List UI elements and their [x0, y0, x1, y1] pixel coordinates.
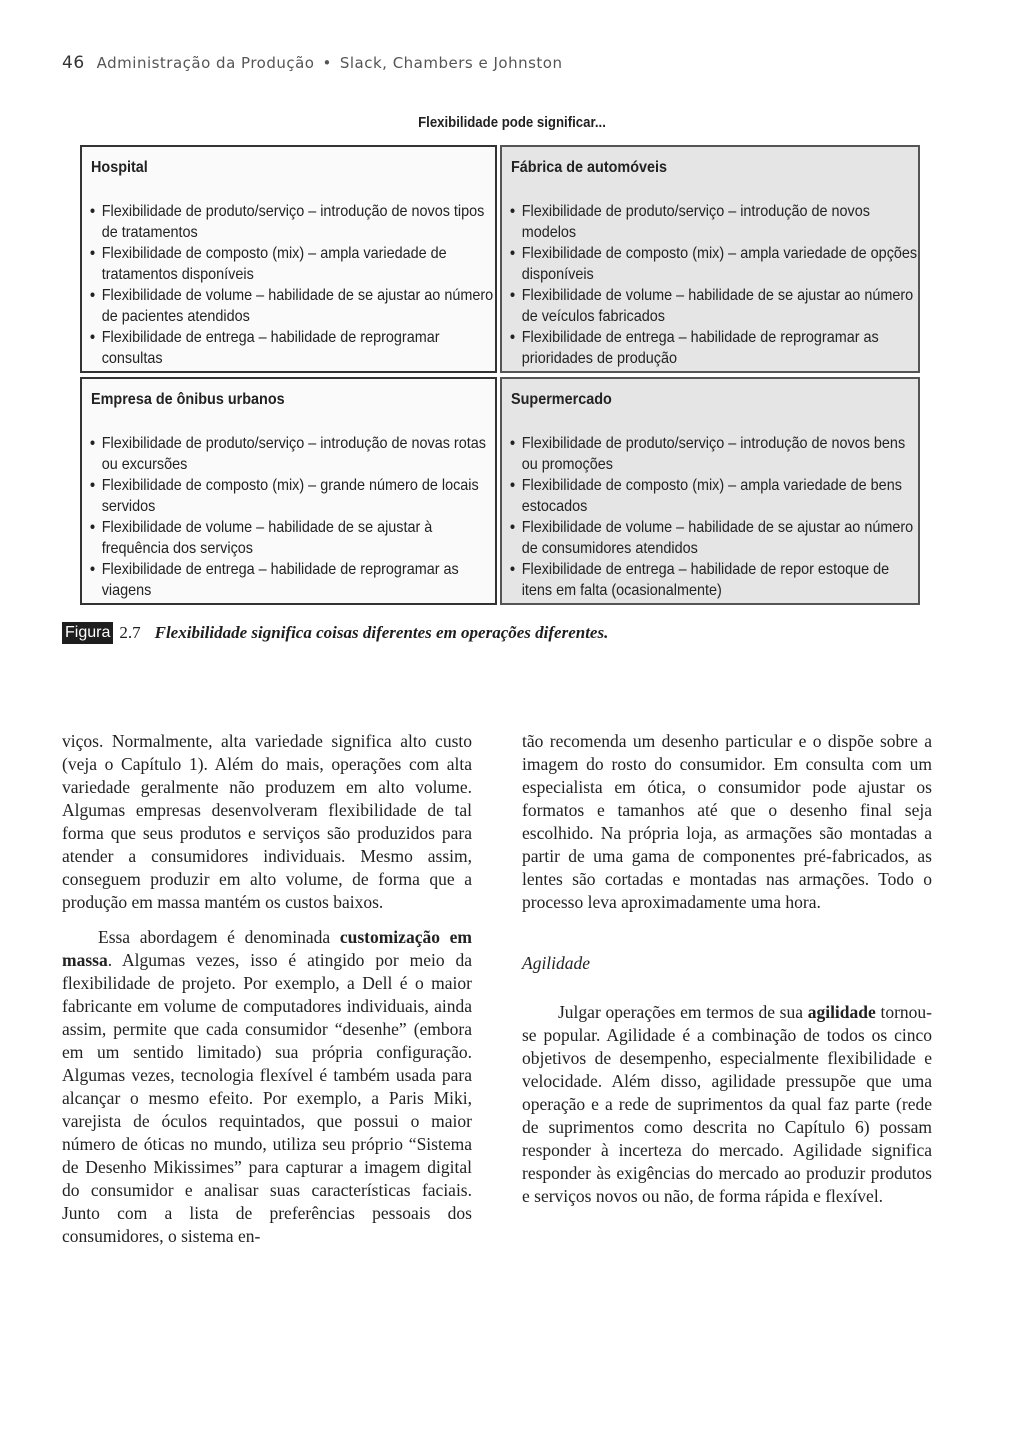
paragraph-text: Julgar operações em termos de sua	[558, 1002, 808, 1022]
list-item: • Flexibilidade de entrega – habilidade de reprogramar as viagens	[90, 559, 498, 601]
box-supermercado	[500, 377, 920, 605]
list-item: • Flexibilidade de volume – habilidade de se ajustar ao número de veículos fabricados	[510, 285, 921, 327]
header-separator: •	[322, 54, 332, 72]
left-column	[62, 730, 472, 1248]
figure-number: 2.7	[119, 623, 141, 642]
paragraph	[62, 926, 472, 1248]
term-customizacao: customização em massa	[62, 927, 472, 970]
page-number: 46	[62, 53, 85, 73]
running-head	[62, 53, 562, 73]
figure-caption	[62, 622, 608, 644]
box-list-supermercado	[510, 433, 914, 601]
list-item: • Flexibilidade de volume – habilidade de se ajustar ao número de consumidores atendidos	[510, 517, 921, 559]
book-authors: Slack, Chambers e Johnston	[339, 54, 563, 72]
box-title-fabrica: Fábrica de automóveis	[511, 159, 668, 176]
box-title-onibus: Empresa de ônibus urbanos	[91, 391, 285, 408]
right-column	[522, 730, 932, 1208]
list-item: • Flexibilidade de entrega – habilidade de reprogramar consultas	[90, 327, 498, 369]
book-title: Administração da Produção	[96, 54, 315, 72]
list-item: • Flexibilidade de produto/serviço – introdução de novos modelos	[510, 201, 921, 243]
figure-label: Figura	[62, 622, 113, 644]
paragraph: viços. Normalmente, alta variedade significa alto custo (veja o Capítulo 1). Além do mais, operações com alta variedade geralmente não produzem em alto volume. Algumas empresas desenvolveram flexibilidade de tal forma que seus produtos e serviços são produzidos para atender a consumidores individuais. Mesmo assim, conseguem produzir em alto volume, de forma que a produção em massa mantém os custos baixos.	[62, 731, 472, 912]
list-item: • Flexibilidade de composto (mix) – grande número de locais servidos	[90, 475, 498, 517]
list-item: • Flexibilidade de composto (mix) – ampla variedade de bens estocados	[510, 475, 921, 517]
list-item: • Flexibilidade de entrega – habilidade de repor estoque de itens em falta (ocasionalmente)	[510, 559, 921, 601]
paragraph-text: tornou-se popular. Agilidade é a combinação de todos os cinco objetivos de desempenho, especialmente flexibilidade e velocidade. Além disso, agilidade pressupõe que uma operação e a rede de suprimentos da qual faz parte (rede de suprimentos como descrita no Capítulo 6) possam responder à incerteza do mercado. Agilidade significa responder às exigências do mercado ao produzir produtos e serviços novos ou não, de forma rápida e flexível.	[522, 1002, 932, 1206]
paragraph-text: . Algumas vezes, isso é atingido por meio da flexibilidade de projeto. Por exemplo, a Dell é o maior fabricante em volume de computadores individuais, ainda assim, permite que cada consumidor “desenhe” (embora em um sentido limitado) sua própria configuração. Algumas vezes, tecnologia flexível é também usada para alcançar o mesmo efeito. Por exemplo, a Paris Miki, varejista de óculos requintados, que possui o maior número de óticas no mundo, utiliza seu próprio “Sistema de Desenho Mikissimes” para capturar a imagem digital do consumidor e analisar suas características faciais. Junto com a lista de preferências pessoais dos consumidores, o sistema en-	[62, 950, 472, 1246]
list-item: • Flexibilidade de composto (mix) – ampla variedade de tratamentos disponíveis	[90, 243, 498, 285]
figure-title: Flexibilidade pode significar...	[418, 114, 606, 131]
figure-caption-text: Flexibilidade significa coisas diferentes em operações diferentes.	[154, 623, 609, 642]
box-list-fabrica	[510, 201, 918, 369]
list-item: • Flexibilidade de volume – habilidade de se ajustar ao número de pacientes atendidos	[90, 285, 498, 327]
list-item: • Flexibilidade de entrega – habilidade de reprogramar as prioridades de produção	[510, 327, 921, 369]
list-item: • Flexibilidade de volume – habilidade de se ajustar à frequência dos serviços	[90, 517, 498, 559]
paragraph	[522, 1001, 932, 1208]
box-list-onibus	[90, 433, 487, 601]
list-item: • Flexibilidade de composto (mix) – ampla variedade de opções disponíveis	[510, 243, 921, 285]
box-fabrica	[500, 145, 920, 373]
box-list-hospital	[90, 201, 494, 369]
box-onibus	[80, 377, 497, 605]
term-agilidade: agilidade	[807, 1002, 876, 1022]
list-item: • Flexibilidade de produto/serviço – introdução de novos tipos de tratamentos	[90, 201, 498, 243]
section-heading: Agilidade	[522, 953, 591, 973]
paragraph: tão recomenda um desenho particular e o dispõe sobre a imagem do rosto do consumidor. Em consulta com um especialista em ótica, o consumidor pode ajustar os formatos e tamanhos até que o desenho final seja escolhido. Na própria loja, as armações são montadas a partir de uma gama de componentes pré-fabricados, as lentes são cortadas e montadas nas armações. Todo o processo leva aproximadamente uma hora.	[522, 731, 932, 912]
box-title-hospital: Hospital	[91, 159, 148, 176]
box-hospital	[80, 145, 497, 373]
box-title-supermercado: Supermercado	[511, 391, 612, 408]
list-item: • Flexibilidade de produto/serviço – introdução de novas rotas ou excursões	[90, 433, 498, 475]
figure-grid	[80, 145, 920, 605]
list-item: • Flexibilidade de produto/serviço – introdução de novos bens ou promoções	[510, 433, 921, 475]
paragraph-text: Essa abordagem é denominada	[98, 927, 340, 947]
